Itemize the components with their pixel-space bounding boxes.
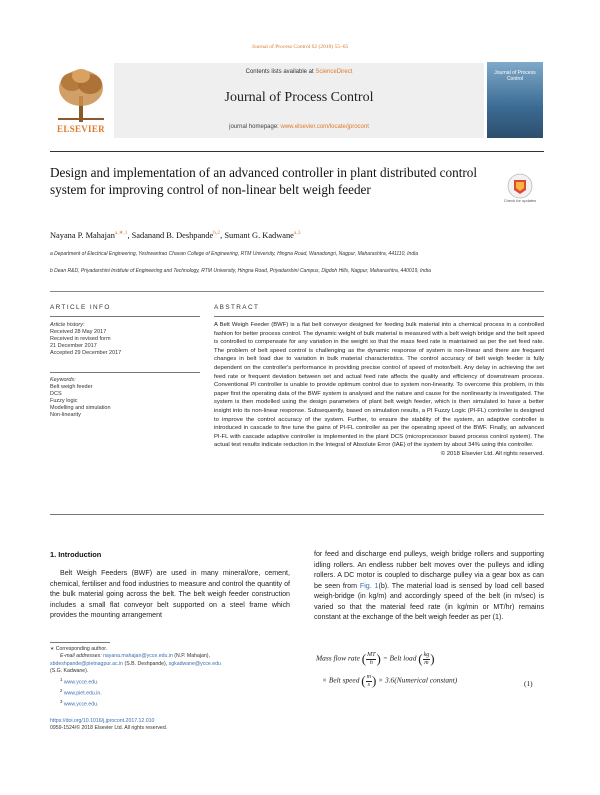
abstract-body [214, 321, 544, 459]
eq-fraction [366, 652, 376, 667]
eq-denominator: s [367, 681, 370, 688]
author-name: Sadanand B. Deshpande [131, 230, 214, 240]
contents-prefix: Contents lists available at [245, 69, 316, 75]
journal-citation: Journal of Process Control 62 (2018) 55–65 [251, 44, 349, 50]
keyword: Fuzzy logic [50, 398, 78, 404]
footnote-url-link[interactable]: www.piet.edu.in. [63, 690, 102, 697]
affiliation-a: a Department of Electrical Engineering, Yeshwantrao Chavan College of Engineering, RTM University, Hingna Road, Wanadongri, Nagpur, Maharashtra, 441110, India [50, 251, 418, 257]
footnote-url-link[interactable]: www.ycce.edu. [63, 679, 99, 686]
keyword: Belt weigh feeder [50, 384, 93, 390]
keyword: Non-linearity [50, 412, 81, 418]
section-heading-introduction: 1. Introduction [50, 550, 102, 559]
author-list [50, 230, 544, 240]
abstract-heading: ABSTRACT [214, 304, 260, 311]
history-item: Received 28 May 2017 [50, 329, 107, 335]
author-superscript[interactable]: a,3 [293, 230, 301, 236]
affiliation-b: b Dean R&D, Priyadarshini Institute of Engineering and Technology, RTM University, Hingna Road, Priyadarshini Campus, Digdoh Hills, Nagpur, Maharashtra, 440019, India [50, 268, 431, 274]
equation-number: (1) [524, 679, 533, 688]
email-link[interactable]: sbdeshpande@pietnagpur.ac.in [50, 660, 124, 667]
header-rule [50, 151, 544, 152]
sciencedirect-link[interactable]: ScienceDirect [315, 69, 353, 75]
footnote-url-1 [50, 676, 300, 687]
author-separator: , [220, 230, 225, 240]
author-separator: , [127, 230, 132, 240]
history-item: Accepted 29 December 2017 [50, 350, 122, 356]
homepage-link[interactable]: www.elsevier.com/locate/jprocont [280, 124, 369, 130]
email-addresses [50, 653, 300, 660]
cover-title: Journal of Process Control [494, 70, 536, 82]
keywords [50, 377, 200, 419]
intro-text: for feed and discharge end pulleys, weigh bridge rollers and supporting idling rollers. An endless rubber belt moves over the pulleys and idling rollers. A DC motor is coupled to discharge pulley via a gear box as can be seen from [314, 550, 544, 590]
footnote-number: 3 [60, 698, 63, 704]
eq-numerator: m [366, 673, 371, 680]
intro-paragraph-left: Belt Weigh Feeders (BWF) are used in many mineral/ore, cement, chemical, fertiliser and food industries to measure and control the quantity of the bulk material going across the belt. The belt weigh feeder construction includes a small flat conveyor belt supported on a steel frame which provides the mounting arrangement [50, 569, 290, 619]
intro-paragraph-right [314, 549, 544, 623]
footnote-rule [50, 642, 110, 643]
doi-block [50, 718, 300, 733]
abstract-copyright: © 2018 Elsevier Ltd. All rights reserved. [440, 450, 544, 457]
check-for-updates-icon[interactable] [506, 172, 534, 200]
abstract-text: A Belt Weigh Feeder (BWF) is a flat belt conveyor designed for feeding bulk material into a chemical process in a controlled fashion for better process control. The dynamic weight of bulk material is measured with a belt weigh bridge and the belt speed is controlled to compensate for any variation in the weight so that the mass feed rate is maintained as per the set feed rate. The problem of belt speed control is challenging as the dynamic response of system is non-linear and there are frequent changes in belt load due to variation in bulk material characteristics. The control accuracy of belt weigh feeder is fully dependent on the controller's performance in providing precise control of speed of motor/belt. Any delay in achieving the set feed rate or frequent deviation between set and actual feed rate affects the quality and efficiency of downstream process. Conventional PI controller is unable to provide optimum control due to system non-linearity. To overcome this problem, in this paper first the operating data of the BWF system is analysed and the nature and cause for the nonlinearity is investigated. The system is then modelled using the design parameters of plant belt weigh feeder, which is then simulated to have a better insight into its non-linear response. Subsequently, based on simulation results, a PI Fuzzy Logic (PI-FL) controller is designed to improve the control accuracy of the system. Further, to ensure the stability of the system, an adaptive controller is introduced in cascade to fine tune the gains of PI-FL controller as per the operating speed of the BWF. Finally, an advanced PI-FL with cascade adaptive controller is implemented in the plant DCS (microprocessor based process control system). The actual test results indicate reduction in the Integral of Absolute Error (IAE) of the system by about 34% using this controller. [214, 322, 544, 449]
issn-line: 0959-1524/© 2018 Elsevier Ltd. All rights reserved. [50, 725, 168, 732]
eq-text: = Belt load [382, 653, 417, 663]
email-link[interactable]: sgkadwane@ycce.edu [168, 660, 221, 667]
article-title: Design and implementation of an advanced controller in plant distributed control system for improving control of non-linear belt weigh feeder [50, 165, 478, 197]
intro-text: (b). The material load is sensed by load cell based weigh-bridge (in kg/m) and accordingly speed of the belt (in m/sec) is varied so that the material feed rate (in kg/min or MT/hr) remains constant at the exchange of the belt weigh feeder as per (1). [314, 581, 544, 621]
history-item: Received in revised form [50, 336, 111, 342]
article-info-rule [50, 316, 200, 317]
footnote-url-link[interactable]: www.ycce.edu. [63, 701, 99, 708]
eq-numerator: kg [423, 651, 430, 658]
footnote-url-2 [50, 687, 300, 698]
keyword: Modelling and simulation [50, 405, 111, 411]
footnotes [50, 646, 300, 709]
author-name: Nayana P. Mahajan [50, 230, 115, 240]
keywords-label: Keywords: [50, 377, 76, 383]
journal-homepage [114, 124, 484, 130]
eq-numerator: MT [367, 651, 376, 658]
equation-1-line-2: × Belt speed ( $\frac{m}{s}$ ) × 3.6(Numerical constant) [322, 673, 458, 688]
email-owner: (S.B. Deshpande), [123, 660, 169, 667]
equation-1-line-1: Mass flow rate ( $\frac{MT}{h}$ ) = Belt load ( $\frac{kg}{m}$ ) [316, 651, 435, 666]
email-addresses-cont [50, 661, 300, 668]
contents-line [114, 69, 484, 75]
history-label: Article history: [50, 322, 85, 328]
history-item: 21 December 2017 [50, 343, 97, 349]
email-label: E-mail addresses: [60, 653, 103, 660]
email-owner-last: (S.G. Kadwane). [50, 668, 89, 675]
author-superscript[interactable]: b,2 [213, 230, 221, 236]
check-for-updates-label: Check for updates [503, 198, 537, 203]
author-name: Sumant G. Kadwane [224, 230, 294, 240]
eq-denominator: h [369, 659, 373, 666]
keywords-rule [50, 372, 200, 373]
elsevier-wordmark: ELSEVIER [57, 124, 105, 134]
email-link[interactable]: nayana.mahajan@ycce.edu.in [102, 653, 173, 660]
footnote-number: 1 [60, 676, 63, 682]
author-superscript[interactable]: a,∗,1 [114, 230, 128, 236]
abstract-bottom-rule [50, 514, 544, 515]
footnote-url-3 [50, 698, 300, 709]
eq-text: Mass flow rate [316, 653, 360, 663]
eq-text: × 3.6(Numerical constant) [378, 675, 458, 685]
corresponding-author-note: ∗ Corresponding author. [50, 646, 108, 652]
affiliation-rule [50, 291, 544, 292]
eq-denominator: m [424, 659, 429, 666]
figure-1-link[interactable]: Fig. 1 [359, 581, 379, 590]
article-info-heading: ARTICLE INFO [50, 304, 111, 311]
journal-title: Journal of Process Control [224, 90, 374, 105]
eq-text: × Belt speed [322, 675, 360, 685]
article-history [50, 322, 200, 357]
doi-link[interactable]: https://doi.org/10.1016/j.jprocont.2017.12.010 [50, 718, 155, 724]
keyword: DCS [50, 391, 62, 397]
homepage-prefix: journal homepage: [229, 124, 281, 130]
footnote-number: 2 [60, 687, 63, 693]
email-owner: (N.P. Mahajan), [172, 653, 210, 660]
abstract-rule [214, 316, 544, 317]
